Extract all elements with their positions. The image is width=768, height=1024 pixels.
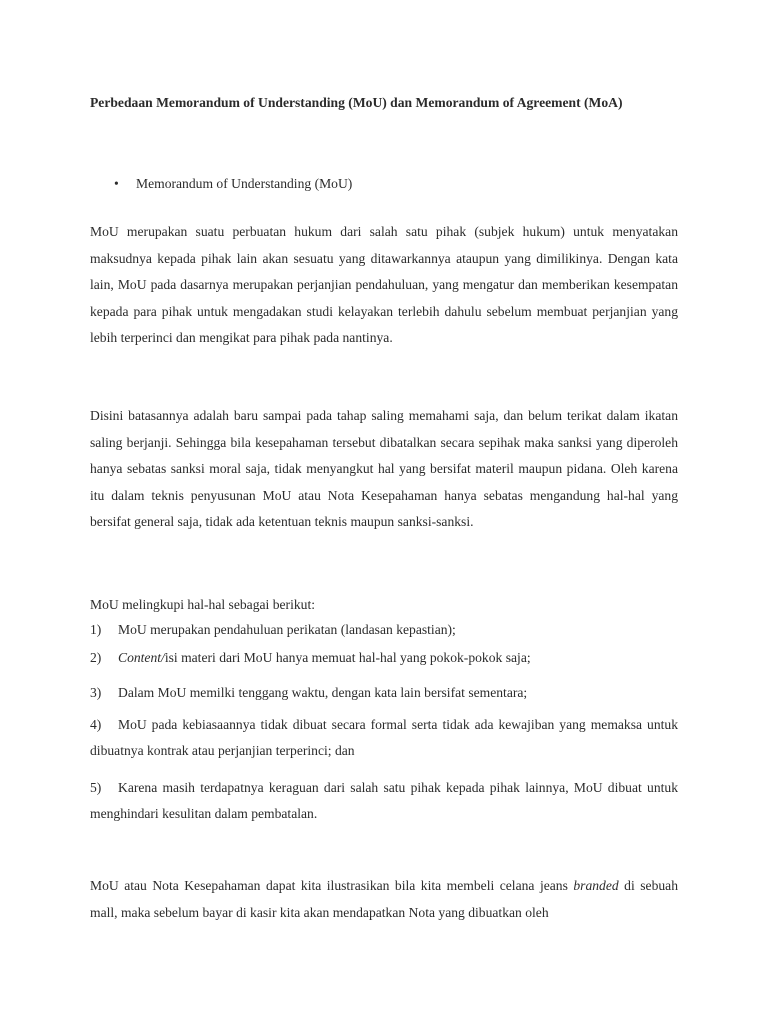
list-item-text: MoU pada kebiasaannya tidak dibuat secara formal serta tidak ada kewajiban yang memaksa untuk dibuatnya kontrak atau perjanjian terperinci; dan (90, 717, 678, 758)
list-number: 4) (90, 717, 102, 732)
paragraph-1: MoU merupakan suatu perbuatan hukum dari salah satu pihak (subjek hukum) untuk menyatakan maksudnya kepada pihak lain akan sesuatu yang ditawarkannya ataupun yang dimilikinya. Dengan kata lain, MoU pada dasarnya merupakan perjanjian pendahuluan, yang mengatur dan memberikan kesempatan kepada para pihak untuk mengadakan studi kelayakan terlebih dahulu sebelum membuat perjanjian yang lebih terperinci dan mengikat para pihak pada nantinya. (90, 224, 678, 346)
paragraph-3-part-a: MoU atau Nota Kesepahaman dapat kita ilustrasikan bila kita membeli celana jeans (90, 878, 574, 893)
list-item (90, 712, 678, 764)
list-item-text: Karena masih terdapatnya keraguan dari salah satu pihak kepada pihak lainnya, MoU dibuat untuk menghindari kesulitan dalam pembatalan. (90, 780, 678, 821)
list-item-text: MoU merupakan pendahuluan perikatan (landasan kepastian); (118, 622, 456, 637)
list-item (90, 617, 678, 643)
list-item (90, 680, 678, 706)
list-number: 3) (90, 685, 102, 700)
list-intro: MoU melingkupi hal-hal sebagai berikut: (90, 597, 316, 612)
list-item-emphasis: Content/ (118, 650, 165, 665)
document-title: Perbedaan Memorandum of Understanding (MoU) dan Memorandum of Agreement (MoA) (90, 95, 623, 110)
list-number: 1) (90, 622, 102, 637)
document-page (90, 90, 678, 920)
list-number: 2) (90, 650, 102, 665)
paragraph-3-emphasis: branded (573, 878, 619, 893)
paragraph-3-part-b: di sebuah mall, maka sebelum bayar di kasir kita akan mendapatkan Nota yang dibuatkan oleh (90, 878, 678, 920)
bullet-dot-icon: • (114, 176, 119, 191)
list-item (90, 645, 678, 671)
list-item-text: Dalam MoU memilki tenggang waktu, dengan kata lain bersifat sementara; (118, 685, 528, 700)
list-item-text: isi materi dari MoU hanya memuat hal-hal yang pokok-pokok saja; (164, 650, 531, 665)
list-item (90, 775, 678, 827)
list-number: 5) (90, 780, 102, 795)
paragraph-3 (90, 873, 678, 926)
paragraph-2: Disini batasannya adalah baru sampai pada tahap saling memahami saja, dan belum terikat dalam ikatan saling berjanji. Sehingga bila kesepahaman tersebut dibatalkan secara sepihak maka sanksi yang diperoleh hanya sebatas sanksi moral saja, tidak menyangkut hal yang bersifat materil maupun pidana. Oleh karena itu dalam teknis penyusunan MoU atau Nota Kesepahaman hanya sebatas mengandung hal-hal yang bersifat general saja, tidak ada ketentuan teknis maupun sanksi-sanksi. (90, 408, 678, 530)
bullet-item-text: Memorandum of Understanding (MoU) (136, 176, 353, 191)
